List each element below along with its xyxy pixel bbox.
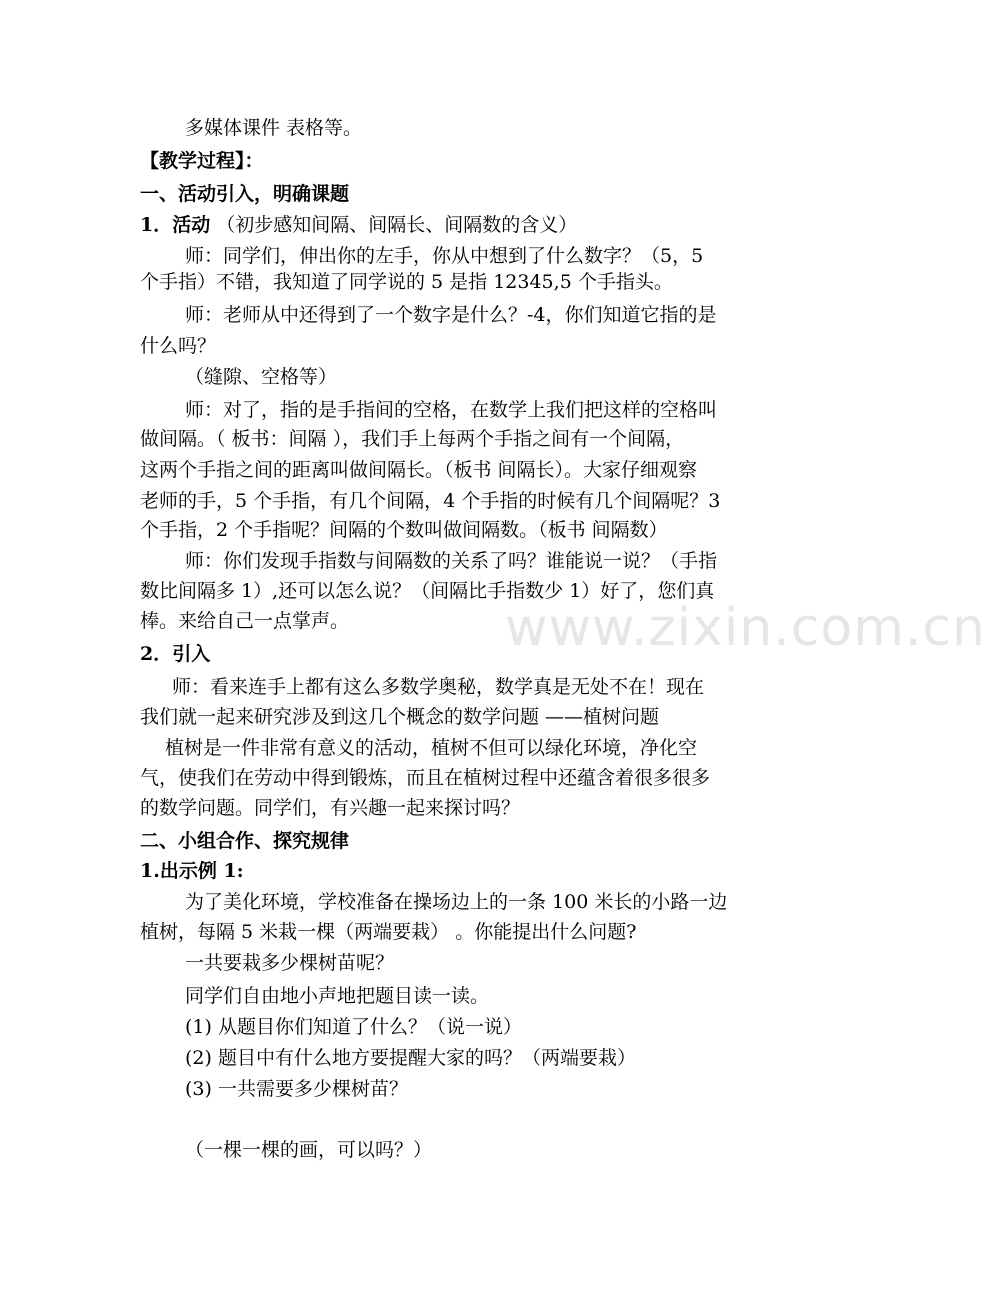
paragraph-line: 师：同学们，伸出你的左手，你从中想到了什么数字？（5，5 — [185, 245, 704, 267]
question-item: (2) 题目中有什么地方要提醒大家的吗？（两端要栽） — [185, 1047, 636, 1069]
subheading-intro: 2．引入 — [140, 643, 211, 665]
paragraph-line: （缝隙、空格等） — [185, 366, 338, 388]
activity-note: （初步感知间隔、间隔长、间隔数的含义） — [216, 214, 578, 236]
materials-line: 多媒体课件 表格等。 — [185, 117, 363, 139]
paragraph-line: 同学们自由地小声地把题目读一读。 — [185, 985, 490, 1007]
paragraph-line: 这两个手指之间的距离叫做间隔长。（板书 间隔长）。大家仔细观察 — [140, 459, 698, 481]
paragraph-line: 师：老师从中还得到了一个数字是什么？-4，你们知道它指的是 — [185, 304, 717, 326]
subheading-example-one: 1.出示例 1: — [140, 860, 244, 882]
paragraph-line: 师：看来连手上都有这么多数学奥秘，数学真是无处不在！现在 — [172, 676, 705, 698]
section-title-process: 【教学过程】： — [140, 150, 264, 172]
paragraph-line: 什么吗？ — [140, 335, 217, 357]
paragraph-line: 个手指）不错，我知道了同学说的 5 是指 12345,5 个手指头。 — [140, 271, 673, 293]
paragraph-line: 气，使我们在劳动中得到锻炼，而且在植树过程中还蕴含着很多很多 — [140, 767, 711, 789]
paragraph-line: 师：对了，指的是手指间的空格，在数学上我们把这样的空格叫 — [185, 399, 718, 421]
paragraph-line: 数比间隔多 1）,还可以怎么说？（间隔比手指数少 1）好了，您们真 — [140, 580, 715, 602]
paragraph-line: 一共要栽多少棵树苗呢？ — [185, 952, 395, 974]
paragraph-line: 老师的手，5 个手指，有几个间隔，4 个手指的时候有几个间隔呢？3 — [140, 490, 721, 512]
paragraph-line: 植树是一件非常有意义的活动，植树不但可以绿化环境，净化空 — [165, 737, 698, 759]
paragraph-line: 棒。来给自己一点掌声。 — [140, 610, 350, 632]
heading-part-two: 二、小组合作、探究规律 — [140, 830, 350, 852]
subheading-activity — [140, 212, 577, 238]
paragraph-line: （一棵一棵的画，可以吗？） — [185, 1139, 433, 1161]
paragraph-line: 植树，每隔 5 米栽一棵（两端要栽） 。你能提出什么问题? — [140, 921, 637, 943]
paragraph-line: 师：你们发现手指数与间隔数的关系了吗？谁能说一说？（手指 — [185, 550, 718, 572]
activity-label: 1．活动 — [140, 214, 211, 236]
watermark: www.zixin.com.cn — [505, 598, 986, 658]
heading-part-one: 一、活动引入，明确课题 — [140, 183, 350, 205]
paragraph-line: 个手指，2 个手指呢？间隔的个数叫做间隔数。（板书 间隔数） — [140, 519, 668, 541]
paragraph-line: 的数学问题。同学们，有兴趣一起来探讨吗？ — [140, 797, 521, 819]
paragraph-line: 为了美化环境，学校准备在操场边上的一条 100 米长的小路一边 — [185, 891, 728, 913]
question-item: (3) 一共需要多少棵树苗？ — [185, 1078, 408, 1100]
paragraph-line: 我们就一起来研究涉及到这几个概念的数学问题 ——植树问题 — [140, 706, 660, 728]
question-item: (1) 从题目你们知道了什么？（说一说） — [185, 1016, 522, 1038]
paragraph-line: 做间隔。（ 板书：间隔 ），我们手上每两个手指之间有一个间隔， — [140, 428, 685, 450]
